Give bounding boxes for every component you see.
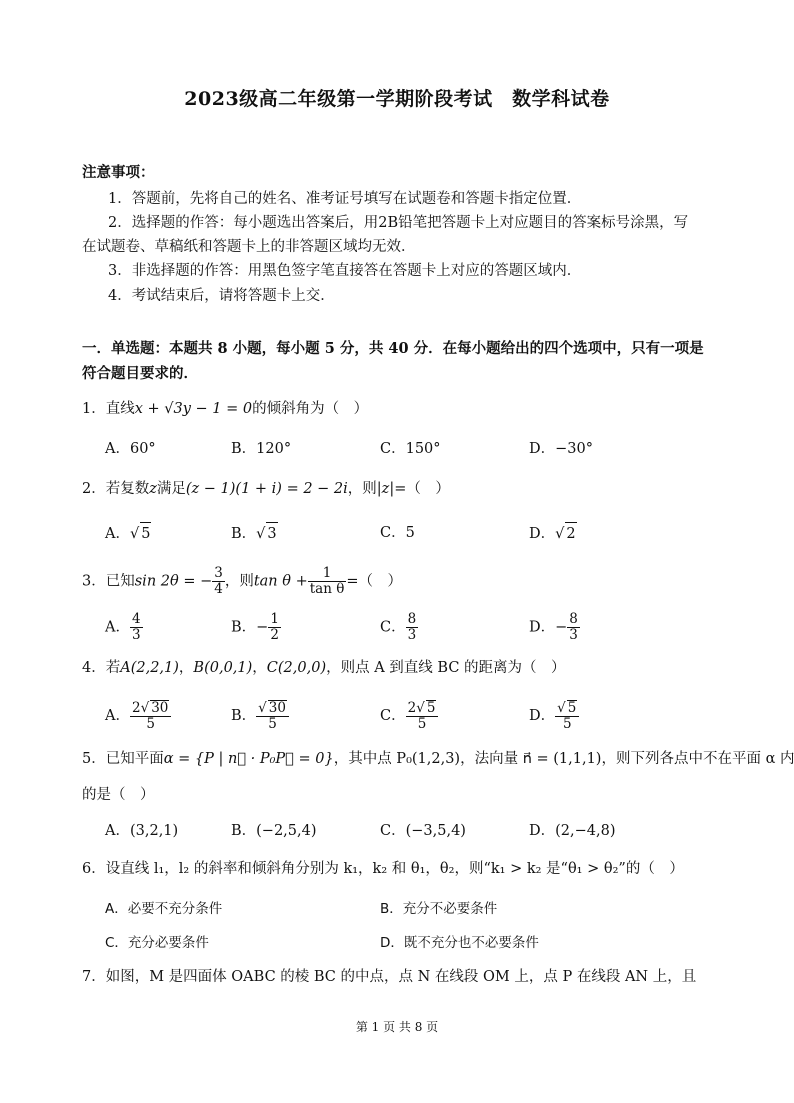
q3-option-d: D．− $\frac{8}{3}$ [529,611,578,643]
q1-option-d: D．−30° [529,441,593,457]
q6-option-b: B．充分不必要条件 [380,901,498,917]
q5-option-b: B．(−2,5,4) [231,823,317,839]
q3-option-b: B．− $\frac{1}{2}$ [231,611,279,643]
notice-heading: 注意事项： [82,164,155,181]
question-7: 7．如图，M 是四面体 OABC 的棱 BC 的中点，点 N 在线段 OM 上，点 P 在线段 AN 上，且 [82,969,697,985]
question-4: 4．若A(2,2,1)，B(0,0,1)，C(2,0,0)，则点 A 到直线 BC 的距离为（ ） [82,660,566,676]
q5-option-a: A．(3,2,1) [105,823,179,839]
page-footer: 第 1 页 共 8 页 [355,1020,439,1034]
q5-option-c: C．(−3,5,4) [380,823,466,839]
q1-option-b: B．120° [231,441,292,457]
q1-pre: 1．直线 [82,401,135,417]
q4-option-d: D． √ $\frac{5}{5}$ [529,700,579,732]
q2-pre: 2．若复数 [82,481,150,497]
section-heading: 一．单选题：本题共 8 小题，每小题 5 分，共 40 分．在每小题给出的四个选项中，只有一项是 [82,340,704,357]
q2-expr: (z − 1)(1 + i) = 2 − 2i [185,481,348,497]
q2-tail: =（ ） [394,481,450,497]
q4-option-c: C． $\frac{2√ 5}{5}$ [380,700,438,732]
q2-option-a: A．√ 5 [105,522,151,545]
question-3: 3．已知sin 2θ = − $\frac{3}{4}$ ，则tan θ + $\frac{1}{\text{tan θ}}$ =（ ） [82,565,402,597]
question-2 [82,478,450,500]
q3-fraction-2: $\frac{1}{\text{tan θ}}$ [309,565,345,597]
q4-option-a: A． $\frac{2√ 30}{5}$ [105,700,171,732]
notice-item: 2．选择题的作答：每小题选出答案后，用2B铅笔把答题卡上对应题目的答案标号涂黑，写 [108,215,689,231]
page-title: 2023级高二年级第一学期阶段考试 数学科试卷 [184,88,610,110]
question-1 [82,398,368,420]
q4-option-b: B． √ $\frac{30}{5}$ [231,700,289,732]
q6-option-c: C．充分必要条件 [105,935,209,951]
q3-option-a: A． $\frac{4}{3}$ [105,611,141,643]
q3-fraction-1: $\frac{3}{4}$ [214,565,223,597]
q5-option-d: D．(2,−4,8) [529,823,616,839]
q2-option-c: C．5 [380,525,415,541]
section-heading-cont: 符合题目要求的． [82,365,198,382]
question-5-cont: 的是（ ） [82,787,155,803]
q1-post: 的倾斜角为（ ） [252,401,369,417]
notice-item: 4．考试结束后，请将答题卡上交． [108,288,335,304]
q1-option-c: C．150° [380,441,441,457]
q2-option-b: B．√ 3 [231,522,278,545]
q2-post: ，则 [347,481,377,497]
q6-option-a: A．必要不充分条件 [105,901,223,917]
question-5: 5．已知平面α = {P | n⃗ · P₀P⃗ = 0}，其中点 P₀(1,2,3)，法向量 n⃗ = (1,1,1)，则下列各点中不在平面 α 内 [82,751,794,767]
q1-option-a: A．60° [105,441,156,457]
q2-option-d: D．√ 2 [529,522,577,545]
question-6: 6．设直线 l₁，l₂ 的斜率和倾斜角分别为 k₁，k₂ 和 θ₁，θ₂，则“k₁ > k₂ 是“θ₁ > θ₂”的（ ） [82,861,684,877]
q1-expr: x + √3y − 1 = 0 [134,401,253,417]
q3-option-c: C． $\frac{8}{3}$ [380,611,417,643]
q6-option-d: D．既不充分也不必要条件 [380,935,539,951]
q2-z: z [149,481,157,497]
q2-abs: |z| [376,481,395,497]
notice-item: 在试题卷、草稿纸和答题卡上的非答题区域均无效． [82,239,416,255]
notice-item: 1．答题前，先将自己的姓名、准考证号填写在试题卷和答题卡指定位置． [108,191,582,207]
notice-item: 3．非选择题的作答：用黑色签字笔直接答在答题卡上对应的答题区域内． [108,263,582,279]
q2-mid: 满足 [156,481,186,497]
